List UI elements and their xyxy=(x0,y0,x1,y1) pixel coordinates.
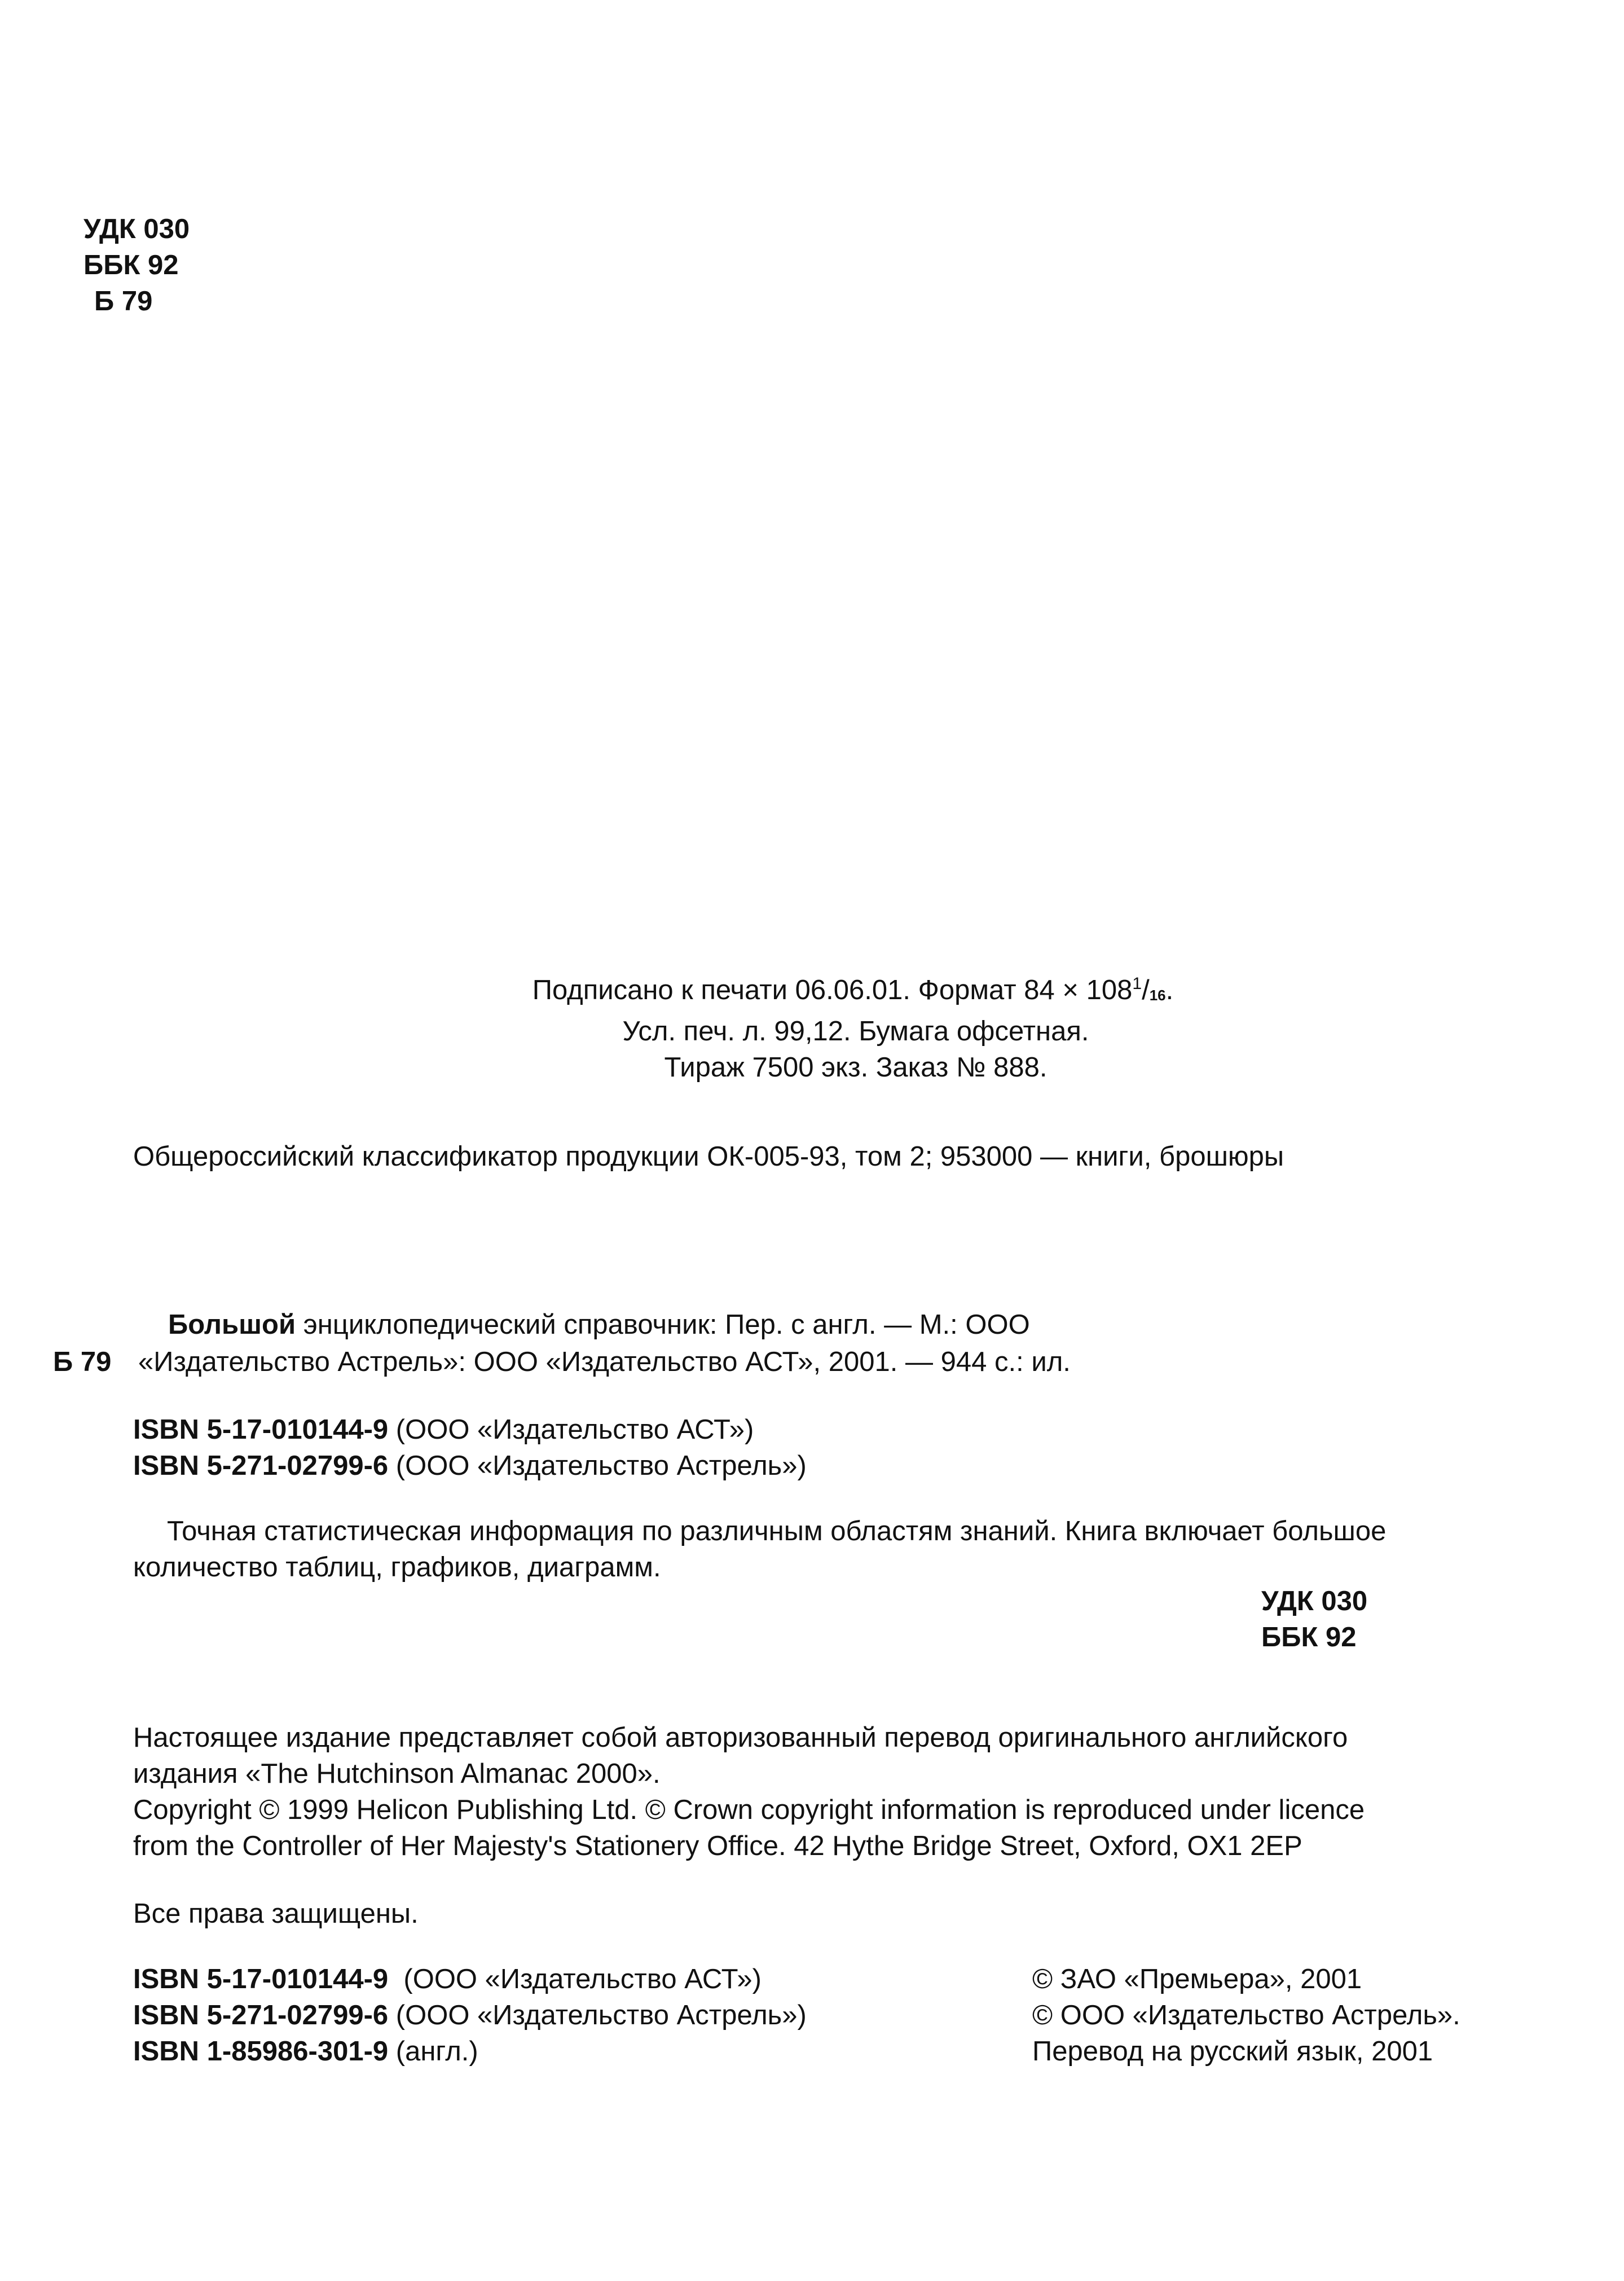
footer-isbn-3: ISBN 1-85986-301-9 (англ.) xyxy=(133,2036,478,2067)
catalog-mark: Б 79 xyxy=(53,1347,112,1377)
catalog-title-line-1: Большой энциклопедический справочник: Пер. с англ. — М.: ООО xyxy=(168,1309,1030,1340)
copyright-premiera: © ЗАО «Премьера», 2001 xyxy=(1032,1964,1362,1994)
translation-line-1: Настоящее издание представляет собой авторизованный перевод оригинального английского xyxy=(133,1722,1348,1753)
classification-header xyxy=(83,211,190,319)
imprint-block xyxy=(0,972,1624,1085)
catalog-isbn-list xyxy=(133,1412,807,1484)
catalog-title-bold: Большой xyxy=(168,1309,296,1340)
catalog-annotation xyxy=(133,1513,1386,1585)
copyright-line-2: from the Controller of Her Majesty's Stationery Office. 42 Hythe Bridge Street, Oxford, OX1 2EP xyxy=(133,1831,1302,1861)
footer-isbn-2: ISBN 5-271-02799-6 (ООО «Издательство Астрель») xyxy=(133,2000,807,2031)
udk-code: УДК 030 xyxy=(83,214,190,244)
catalog-udk: УДК 030 xyxy=(1261,1586,1368,1616)
rights-reserved: Все права защищены. xyxy=(133,1898,419,1929)
annotation-line-2: количество таблиц, графиков, диаграмм. xyxy=(133,1552,661,1583)
copyright-astrel: © ООО «Издательство Астрель». xyxy=(1032,2000,1460,2031)
imprint-line-3: Тираж 7500 экз. Заказ № 888. xyxy=(664,1052,1048,1083)
product-classifier: Общероссийский классификатор продукции ОК-005-93, том 2; 953000 — книги, брошюры xyxy=(133,1141,1284,1172)
catalog-classification xyxy=(1261,1583,1367,1655)
annotation-line-1: Точная статистическая информация по различным областям знаний. Книга включает большое xyxy=(167,1516,1387,1546)
catalog-isbn-2: ISBN 5-271-02799-6 (ООО «Издательство Астрель») xyxy=(133,1451,807,1481)
footer-isbn-1: ISBN 5-17-010144-9 (ООО «Издательство АСТ») xyxy=(133,1964,762,1994)
copyright-notices xyxy=(1032,1961,1460,2069)
footer-isbn-list xyxy=(133,1961,807,2069)
copyright-line-1: Copyright © 1999 Helicon Publishing Ltd. © Crown copyright information is reproduced under licence xyxy=(133,1795,1365,1825)
translation-copyright: Перевод на русский язык, 2001 xyxy=(1032,2036,1433,2067)
imprint-line-2: Усл. печ. л. 99,12. Бумага офсетная. xyxy=(622,1016,1089,1047)
bbk-code: ББК 92 xyxy=(83,250,179,280)
translation-line-2: издания «The Hutchinson Almanac 2000». xyxy=(133,1759,661,1789)
imprint-line-1: Подписано к печати 06.06.01. Формат $84 \times 108^1/16$. xyxy=(532,974,1174,1005)
catalog-title-line-2: «Издательство Астрель»: ООО «Издательство АСТ», 2001. — 944 с.: ил. xyxy=(138,1347,1071,1377)
catalog-isbn-1: ISBN 5-17-010144-9 (ООО «Издательство АСТ») xyxy=(133,1414,754,1445)
catalog-bbk: ББК 92 xyxy=(1261,1622,1357,1652)
author-mark: Б 79 xyxy=(94,286,153,317)
translation-note xyxy=(133,1720,1365,1864)
